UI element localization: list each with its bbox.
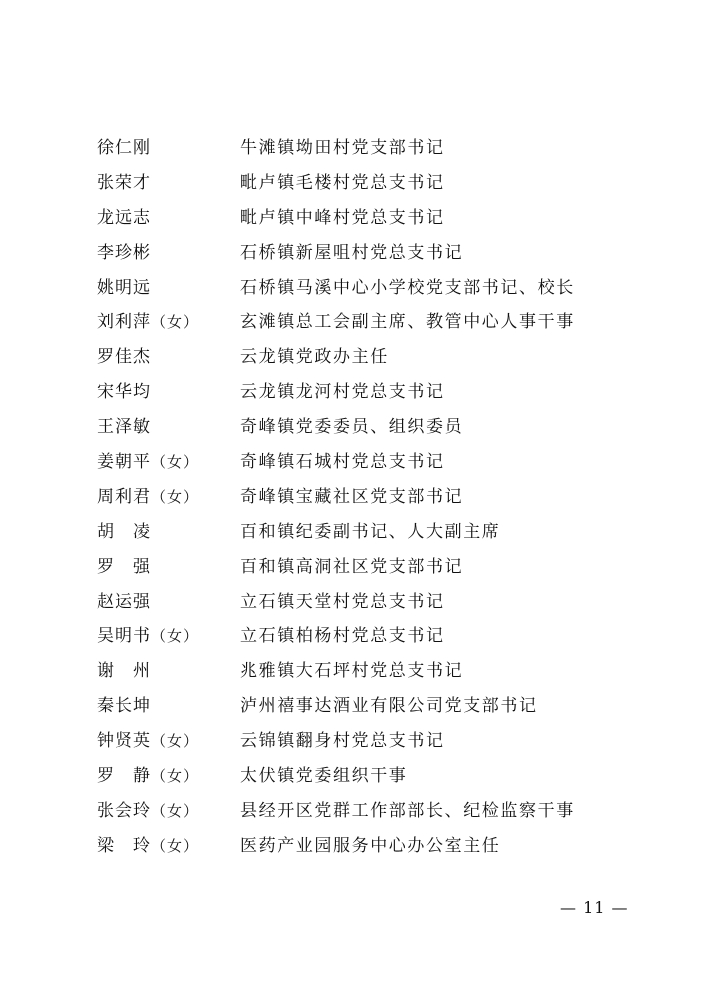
person-title: 云龙镇龙河村党总支书记 <box>240 382 445 403</box>
person-name: 刘利萍（女） <box>97 312 200 333</box>
roster-row <box>97 442 657 477</box>
person-title: 百和镇纪委副书记、人大副主席 <box>240 521 501 542</box>
person-title: 云龙镇党政办主任 <box>240 347 389 368</box>
gender-note: （女） <box>151 836 200 855</box>
person-title: 百和镇高洞社区党支部书记 <box>240 556 464 577</box>
person-title: 兆雅镇大石坪村党总支书记 <box>240 661 464 682</box>
person-title: 奇峰镇宝藏社区党支部书记 <box>240 486 464 507</box>
roster-row <box>97 791 657 826</box>
person-name: 王泽敏 <box>97 417 151 438</box>
roster-row <box>97 616 657 651</box>
roster-row <box>97 233 657 268</box>
person-title: 毗卢镇中峰村党总支书记 <box>240 207 445 228</box>
person-name: 吴明书（女） <box>97 626 200 647</box>
gender-note: （女） <box>151 487 200 506</box>
roster-row <box>97 756 657 791</box>
person-name: 罗 强 <box>97 556 151 577</box>
person-name: 秦长坤 <box>97 696 151 717</box>
person-name: 钟贤英（女） <box>97 731 200 752</box>
roster-row <box>97 826 657 861</box>
person-title: 牛滩镇坳田村党支部书记 <box>240 137 445 158</box>
person-name: 宋华均 <box>97 382 151 403</box>
person-name: 姚明远 <box>97 277 151 298</box>
roster-row <box>97 407 657 442</box>
person-name: 胡 凌 <box>97 521 151 542</box>
person-name: 李珍彬 <box>97 242 151 263</box>
person-title: 玄滩镇总工会副主席、教管中心人事干事 <box>240 312 575 333</box>
gender-note: （女） <box>151 801 200 820</box>
roster-row <box>97 163 657 198</box>
person-title: 云锦镇翻身村党总支书记 <box>240 731 445 752</box>
roster-row <box>97 721 657 756</box>
page-number: — 11 — <box>560 898 629 917</box>
gender-note: （女） <box>151 627 200 646</box>
gender-note: （女） <box>151 313 200 332</box>
person-name: 罗 静（女） <box>97 765 200 786</box>
person-title: 毗卢镇毛楼村党总支书记 <box>240 172 445 193</box>
roster-list <box>97 128 657 861</box>
person-title: 奇峰镇党委委员、组织委员 <box>240 417 464 438</box>
person-name: 罗佳杰 <box>97 347 151 368</box>
person-title: 泸州禧事达酒业有限公司党支部书记 <box>240 696 538 717</box>
person-name: 徐仁刚 <box>97 137 151 158</box>
person-name: 张荣才 <box>97 172 151 193</box>
person-title: 立石镇天堂村党总支书记 <box>240 591 445 612</box>
roster-row <box>97 268 657 303</box>
roster-row <box>97 686 657 721</box>
person-name: 梁 玲（女） <box>97 835 200 856</box>
person-name: 龙远志 <box>97 207 151 228</box>
roster-row <box>97 198 657 233</box>
roster-row <box>97 651 657 686</box>
roster-row <box>97 372 657 407</box>
person-name: 张会玲（女） <box>97 800 200 821</box>
roster-row <box>97 477 657 512</box>
person-name: 赵运强 <box>97 591 151 612</box>
gender-note: （女） <box>151 732 200 751</box>
person-title: 立石镇柏杨村党总支书记 <box>240 626 445 647</box>
gender-note: （女） <box>151 452 200 471</box>
roster-row <box>97 512 657 547</box>
roster-row <box>97 547 657 582</box>
person-title: 石桥镇新屋咀村党总支书记 <box>240 242 464 263</box>
person-title: 太伏镇党委组织干事 <box>240 765 408 786</box>
person-name: 姜朝平（女） <box>97 451 200 472</box>
person-name: 周利君（女） <box>97 486 200 507</box>
person-title: 奇峰镇石城村党总支书记 <box>240 451 445 472</box>
roster-row <box>97 128 657 163</box>
person-title: 石桥镇马溪中心小学校党支部书记、校长 <box>240 277 575 298</box>
person-title: 县经开区党群工作部部长、纪检监察干事 <box>240 800 575 821</box>
person-title: 医药产业园服务中心办公室主任 <box>240 835 501 856</box>
roster-row <box>97 337 657 372</box>
person-name: 谢 州 <box>97 661 151 682</box>
roster-row <box>97 582 657 617</box>
roster-row <box>97 302 657 337</box>
gender-note: （女） <box>151 766 200 785</box>
